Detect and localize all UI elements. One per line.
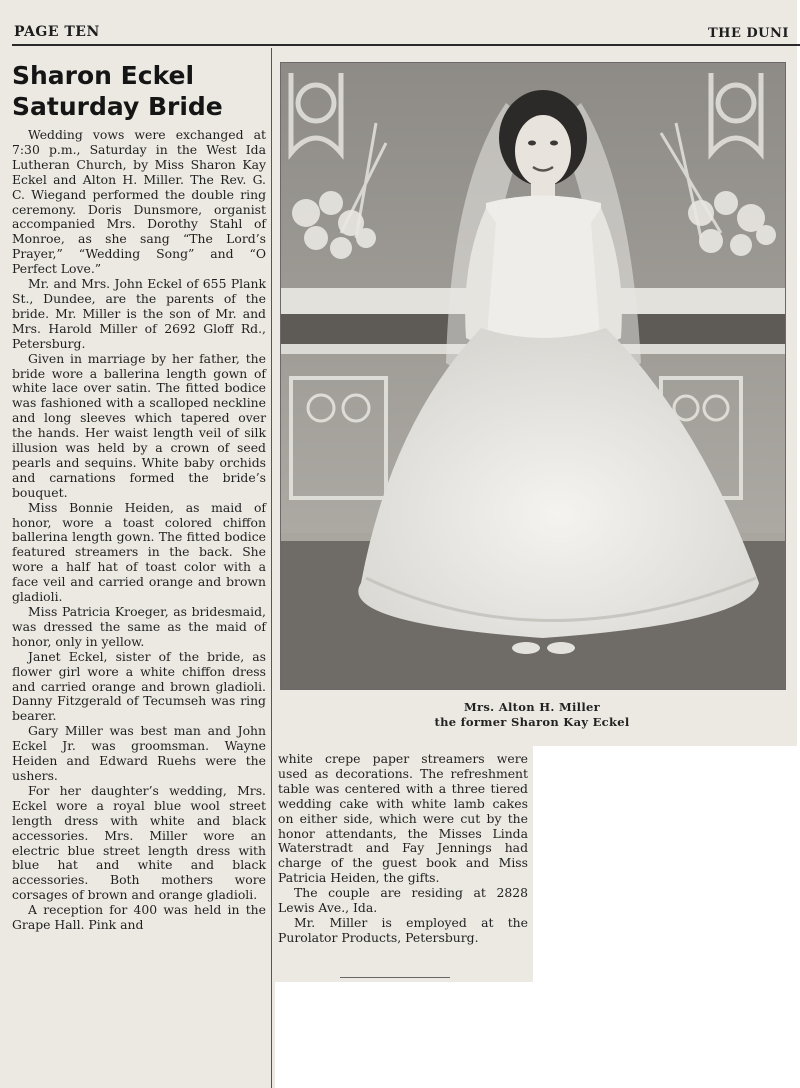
- article-end-rule: [340, 977, 450, 978]
- paragraph-ceremony: Wedding vows were exchanged at 7:30 p.m., Saturday in the West Ida Lutheran Church, by Miss Sharon Kay Eckel and Alton H. Miller. The Rev. G. C. Wiegand performed the double ring ceremony. Doris Dunsmore, organist accompanied Mrs. Dorothy Stahl of Monroe, as she sang “The Lord’s Prayer,” “Wedding Song” and “O Perfect Love.”: [12, 127, 266, 277]
- paragraph-residence: The couple are residing at 2828 Lewis Ave., Ida.: [278, 885, 528, 916]
- bride-photo-illustration: [281, 63, 785, 689]
- caption-line-1: Mrs. Alton H. Miller: [464, 700, 600, 714]
- paragraph-best-man: Gary Miller was best man and John Eckel Jr. was groomsman. Wayne Heiden and Edward Ruehs were the ushers.: [12, 723, 266, 783]
- paragraph-decorations: white crepe paper streamers were used as decorations. The refreshment table was centered with a three tiered wedding cake with white lamb cakes on either side, which were cut by the honor attendants, the Misses Linda Waterstradt and Fay Jennings had charge of the guest book and Miss Patricia Heiden, the gifts.: [278, 751, 528, 886]
- bride-photo: [280, 62, 786, 690]
- newspaper-name: THE DUNI: [708, 26, 789, 41]
- paragraph-mothers: For her daughter’s wedding, Mrs. Eckel wore a royal blue wool street length dress with white and black accessories. Mrs. Miller wore an electric blue street length dress with blue hat and white and black accessories. Both mothers wore corsages of brown and orange gladioli.: [12, 782, 266, 903]
- column-rule: [271, 48, 272, 1088]
- paragraph-employment: Mr. Miller is employed at the Purolator Products, Petersburg.: [278, 914, 528, 945]
- headline: [12, 60, 262, 122]
- paragraph-reception: A reception for 400 was held in the Grape Hall. Pink and: [12, 902, 266, 933]
- paragraph-gown: Given in marriage by her father, the bride wore a ballerina length gown of white lace over satin. The fitted bodice was fashioned with a scalloped neckline and long sleeves which tapered over the hands. Her waist length veil of silk illusion was held by a crown of seed pearls and sequins. White baby orchids and carnations formed the bride’s bouquet.: [12, 350, 266, 500]
- caption-line-2: the former Sharon Kay Eckel: [434, 715, 630, 729]
- headline-line-1: Sharon Eckel: [12, 61, 195, 90]
- article-column-right: [278, 752, 528, 946]
- page-label: PAGE TEN: [14, 24, 100, 40]
- paragraph-maid-of-honor: Miss Bonnie Heiden, as maid of honor, wore a toast colored chiffon ballerina length gown. The fitted bodice featured streamers in the back. She wore a half hat of toast color with a face veil and carried orange and brown gladioli.: [12, 499, 266, 605]
- paragraph-bridesmaid: Miss Patricia Kroeger, as bridesmaid, was dressed the same as the maid of honor, only in yellow.: [12, 604, 266, 649]
- paragraph-parents: Mr. and Mrs. John Eckel of 655 Plank St., Dundee, are the parents of the bride. Mr. Miller is the son of Mr. and Mrs. Harold Miller of 2692 Gloff Rd., Petersburg.: [12, 276, 266, 351]
- photo-caption: [280, 700, 784, 730]
- headline-line-2: Saturday Bride: [12, 92, 223, 121]
- header-rule: [12, 44, 800, 46]
- paragraph-flower-girl: Janet Eckel, sister of the bride, as flower girl wore a white chiffon dress and carried orange and brown gladioli. Danny Fitzgerald of Tecumseh was ring bearer.: [12, 648, 266, 724]
- article-column-left: [12, 128, 266, 933]
